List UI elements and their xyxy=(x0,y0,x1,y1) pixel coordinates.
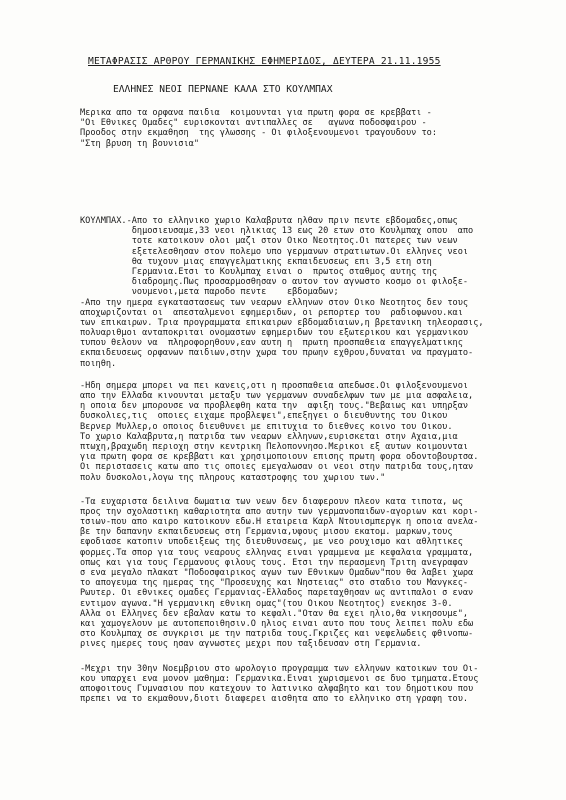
body-line: και χαμογελουν με αυτοπεποιθησιν.Ο ηλιος ειναι αυτο που τους λειπει πολυ εδω xyxy=(80,618,474,629)
body-line: σ ενα μεγαλο πλακατ "Ποδοσφαιρικος αγων των Εθνικων Ομαδων"που θα λαβει χωρα xyxy=(80,568,474,578)
body-line: -Τα ευχαριστα δειλινα δωματια των νεων δεν διαφερουν πλεον κατα τιποτα, ως xyxy=(80,496,463,507)
body-line: των επικαιρων. Τρια προγραμματα επικαιρων εβδομαδιαιων,η βρετανικη τηλεορασις, xyxy=(80,317,484,328)
body-line: βε την δαπανην εκπαιδευσεως στη Γερμανια,υφους μισου εκατομ. μαρκων,τους xyxy=(80,527,453,538)
body-line: εξετελεσθησαν στον πολεμο υπο γερμανων στρατιωτων.Οι ελληνες νεοι xyxy=(80,246,469,257)
body-line: πρεπει να το εκμαθουν,διοτι διαφερει αισθητα απο το ελληνικο στη γραφη του. xyxy=(80,694,469,705)
paragraph-2 xyxy=(80,381,555,483)
body-line: δυσκολιες,τις οποιες ειχαμε προβλεψει",επεξηγει ο διευθυντης του Οικου xyxy=(80,411,448,422)
paragraph-3 xyxy=(80,497,555,650)
intro-line: "Στη βρυση τη βουνισια" xyxy=(80,138,199,149)
paragraph-gap xyxy=(80,483,555,497)
body-line: -Ηδη σημερα μπορει να πει κανεις,οτι η προσπαθεια απεδωσε.Οι φιλοξενουμενοι xyxy=(80,380,469,391)
body-line: ρινες ημερες τους ησαν αγνωστες μεχρι που ταξιδευσαν στη Γερμανια. xyxy=(80,639,422,650)
body-line: τοτε κατοικουν ολοι μαζι στον Οικο Νεοτητος.Οι πατερες των νεων xyxy=(80,236,458,247)
paragraph-1 xyxy=(80,216,555,369)
body-line: -Απο την ημερα εγκαταστασεως των νεαρων ελληνων στον Οικο Νεοτητος δεν τους xyxy=(80,297,469,308)
body-line: θα τυχουν μιας επαγγελματικης εκπαιδευσεως επι 3,5 ετη στη xyxy=(80,256,432,267)
body-line: πολυαριθμοι ανταποκριται ονομαστων εφημεριδων του εξωτερικου και γερμανικου xyxy=(80,328,469,339)
body-line: κου υπαρχει ενα μονον μαθημα: Γερμανικα.Ειναι χωρισμενοι σε δυο τμηματα.Ετους xyxy=(80,673,479,684)
body-line: οπως και για τους Γερμανους φιλους τους. Ετσι την περασμενη Τριτη ανεγραφαν xyxy=(80,557,469,568)
body-line: -Μεχρι την 30ην Νοεμβριου στο ωρολογιο προγραμμα των ελληνων κατοικων του Οι- xyxy=(80,663,479,674)
body-line: εκπαιδευσεως ορφανων παιδιων,στην χωρα του πρωην εχθρου,δυναται να πραγματο- xyxy=(80,348,474,359)
body-line: Γερμανια.Ετσι το Κουλμπαχ ειναι ο πρωτος σταθμος αυτης της xyxy=(80,266,437,277)
body-line: αποφοιτους Γυμνασιου που κατεχουν το λατινικο αλφαβητο και του δημοτικου που xyxy=(80,683,474,694)
body-line: απο την Ελλαδα κινουνται μεταξυ των γερμανων συναδελφων των με μια ασφαλεια, xyxy=(80,391,474,401)
body-line: ποιηθη. xyxy=(80,358,117,369)
body-line: δημοσιευσαμε,33 νεοι ηλικιας 13 εως 20 ετων στο Κουλμπαχ οπου απο xyxy=(80,226,474,237)
body-line: προς την σχολαστικη καθαριοτητα απο αυτην των γερμανοπαιδων-αγοριων και κορι- xyxy=(80,506,479,517)
body-line: τσιων-που απο καιρο κατοικουν εδω.Η εταιρεια Καρλ Ντουισμπεργκ η οποια ανελα- xyxy=(80,517,479,528)
article-subheading xyxy=(80,108,550,149)
paragraph-gap xyxy=(80,650,555,664)
body-line: η οποια δεν μπορουσε να προβλεφθη κατα την αφιξη τους."Βεβαιως και υπηρξαν xyxy=(80,401,469,412)
body-line: Ρωυτερ. Οι εθνικες ομαδες Γερμανιας-Ελλαδος παρεταχθησαν ως αντιπαλοι σ εναν xyxy=(80,588,474,599)
body-line: στο Κουλμπαχ σε συγκρισι με την πατριδα τους.Γκριζες και νεφελωδεις φθινοπω- xyxy=(80,629,474,640)
body-line: Αλλα οι Ελληνες δεν εβαλαν κατω το κεφαλι."Οταν θα εχει ηλιο,θα νικησουμε", xyxy=(80,608,469,619)
body-line: πολυ δυσκολοι,λογω της πληρους καταστροφης του χωριου των." xyxy=(80,472,386,483)
body-line: εντιμον αγωνα."Η γερμανικη εθνικη ομας"(του Οικου Νεοτητος) ενεκησε 3-0. xyxy=(80,598,453,609)
body-line: Οι περιστασεις κατω απο τις οποιες εμεγαλωσαν οι νεοι στην πατριδα τους,ηταν xyxy=(80,462,474,473)
body-line: Το χωριο Καλαβρυτα,η πατριδα των νεαρων ελληνων,ευρισκεται στην Αχαια,μια xyxy=(80,431,458,442)
intro-line: Προοδος στην εκμαθηση της γλωσσης - Οι φιλοξενουμενοι τραγουδουν το: xyxy=(80,128,437,139)
body-line: αποχωριζονται οι απεσταλμενοι εφημεριδων, οι ρεπορτερ του ραδιοφωνου.και xyxy=(80,307,463,318)
body-line: πτωχη,βραχωδη περιοχη στην κεντρικη Πελοποννησο.Μερικοι εξ αυτων κοιμουνται xyxy=(80,441,469,452)
body-line: φορμες.Τα σπορ για τους νεαρους ελληνας ειναι γραμμενα με κεφαλαια γραμματα, xyxy=(80,547,474,558)
body-line: για πρωτη φορα σε κρεββατι και χρησιμοποιουν επισης πρωτη φορα οδοντοβουρτσα. xyxy=(80,452,479,463)
article-body xyxy=(80,216,555,704)
paragraph-gap xyxy=(80,369,555,381)
article-title: ΕΛΛΗΝΕΣ ΝΕΟΙ ΠΕΡΝΑΝΕ ΚΑΛΑ ΣΤΟ ΚΟΥΛΜΠΑΧ xyxy=(113,84,333,95)
body-line: διαδρομης.Πως προσαρμοσθησαν ο αυτον τον αγνωστο κοσμο οι φιλοξε- xyxy=(80,277,469,288)
intro-line: Μερικα απο τα ορφανα παιδια κοιμουνται για πρωτη φορα σε κρεββατι - xyxy=(80,108,432,118)
body-line: νουμενοι,μετα παροδο πεντε εβδομαδων; xyxy=(80,287,339,298)
intro-line: "Οι Εθνικες Ομαδες" ευρισκονται αντιπαλλες σε αγωνα ποδοσφαιρου - xyxy=(80,118,427,129)
body-line: τυπου θελουν να πληροφορηθουν,εαν αυτη η πρωτη προσπαθεια επαγγελματικης xyxy=(80,338,463,349)
body-line: ΚΟΥΛΜΠΑΧ.-Απο το ελληνικο χωριο Καλαβρυτα ηλθαν πριν πεντε εβδομαδες,οπως xyxy=(80,216,458,226)
document-header: ΜΕΤΑΦΡΑΣΙΣ ΑΡΘΡΟΥ ΓΕΡΜΑΝΙΚΗΣ ΕΦΗΜΕΡΙΔΟΣ, ΔΕΥΤΕΡΑ 21.11.1955 xyxy=(88,56,441,67)
paragraph-4 xyxy=(80,664,555,705)
body-line: το απογευμα της ημερας της "Προσευχης και Νηστειας" στο σταδιο του Μανγκες- xyxy=(80,578,469,589)
body-line: Βερνερ Μυλλερ,ο οποιος διευθυνει με επιτυχια το διεθνες κοινο του Οικου. xyxy=(80,421,453,432)
body-line: εφοδιασε κατοπιν υποδειξεως της διευθυνσεως, με νεο ρουχισμο και αθλητικες xyxy=(80,537,463,548)
